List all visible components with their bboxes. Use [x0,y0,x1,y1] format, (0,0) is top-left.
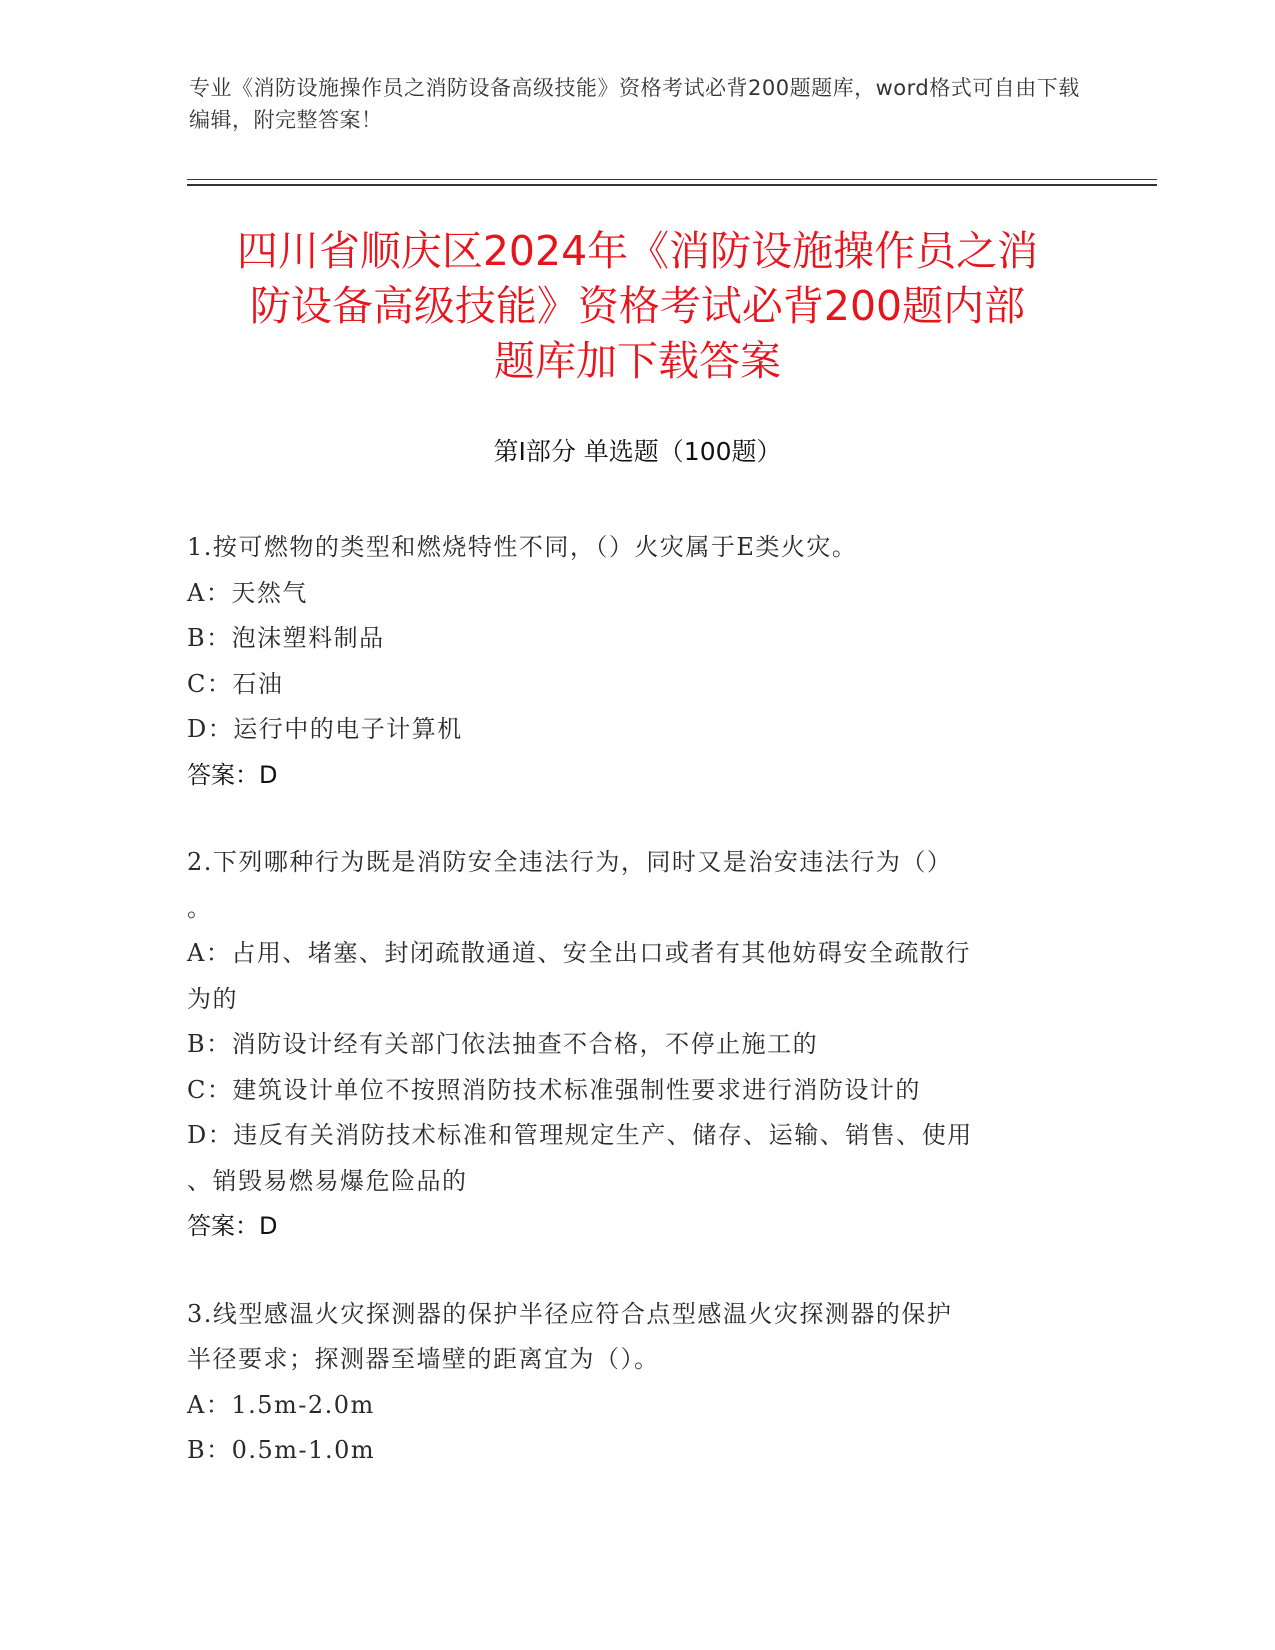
title-line: 防设备高级技能》资格考试必背200题内部 [249,282,1026,330]
question-stem: 2.下列哪种行为既是消防安全违法行为，同时又是治安违法行为（） [187,848,953,876]
question-2 [187,840,1087,1250]
answer: 答案：D [187,1212,278,1240]
option-b: B：泡沫塑料制品 [187,624,385,652]
question-stem: 3.线型感温火灾探测器的保护半径应符合点型感温火灾探测器的保护 [187,1299,953,1328]
question-stem-continued: 半径要求；探测器至墙壁的距离宜为（）。 [187,1345,660,1373]
question-3 [187,1292,1087,1474]
option-c: C：石油 [187,669,284,698]
question-1 [187,525,1087,798]
title-line: 四川省顺庆区2024年《消防设施操作员之消 [236,227,1039,275]
option-d: D：运行中的电子计算机 [187,715,463,743]
option-b: B：0.5m-1.0m [187,1436,376,1464]
question-stem: 1.按可燃物的类型和燃烧特性不同，（）火灾属于E类火灾。 [187,533,858,561]
header-divider-thick [187,184,1157,186]
option-a: A：占用、堵塞、封闭疏散通道、安全出口或者有其他妨碍安全疏散行 [187,939,971,967]
option-a: A：1.5m-2.0m [187,1390,375,1419]
option-a-continued: 为的 [187,984,238,1013]
header-divider-thin [187,179,1157,180]
question-stem-continued: 。 [187,893,213,922]
option-c: C：建筑设计单位不按照消防技术标准强制性要求进行消防设计的 [187,1075,921,1104]
option-b: B：消防设计经有关部门依法抽查不合格，不停止施工的 [187,1030,819,1058]
option-a: A：天然气 [187,578,308,607]
option-d: D：违反有关消防技术标准和管理规定生产、储存、运输、销售、使用 [187,1121,973,1149]
document-title [160,224,1115,389]
section-heading: 第Ⅰ部分 单选题（100题） [493,437,782,466]
title-line: 题库加下载答案 [494,337,781,385]
question-list [187,525,1087,1516]
option-d-continued: 、销毁易燃易爆危险品的 [187,1166,468,1195]
header-note: 专业《消防设施操作员之消防设备高级技能》资格考试必背200题题库，word格式可自由下载编辑，附完整答案！ [189,76,1080,132]
answer: 答案：D [187,760,278,789]
